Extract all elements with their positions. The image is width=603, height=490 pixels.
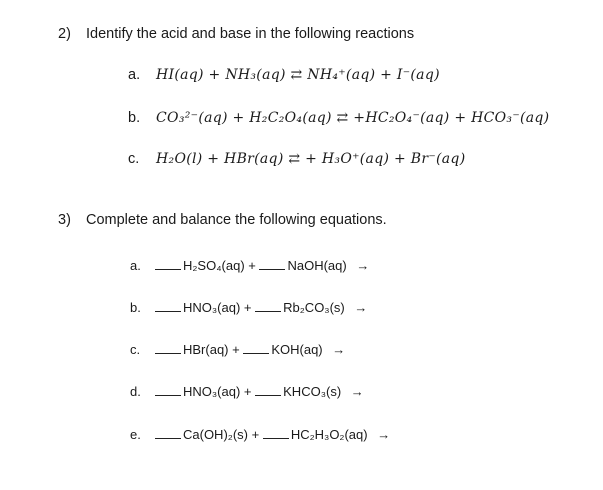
reactant-2: Rb₂CO₃(s) bbox=[283, 300, 345, 315]
reaction-arrow: → bbox=[350, 384, 364, 399]
question-3-heading bbox=[58, 212, 387, 228]
reactant-2: KOH(aq) bbox=[271, 342, 323, 357]
q2-reaction-c-equation: H₂O(l) + HBr(aq) ⇄ + H₃O⁺(aq) + Br⁻(aq) bbox=[156, 151, 466, 167]
reactant-2: HC₂H₃O₂(aq) bbox=[290, 427, 368, 442]
coefficient-blank[interactable] bbox=[259, 259, 285, 270]
question-2-title: Identify the acid and base in the following reactions bbox=[86, 26, 415, 42]
question-2-heading bbox=[58, 26, 414, 42]
q2-reaction-a-equation: HI(aq) + NH₃(aq) ⇄ NH₄⁺(aq) + I⁻(aq) bbox=[156, 67, 440, 83]
q3-equation-e-label: e. bbox=[130, 427, 141, 442]
question-3-number: 3) bbox=[58, 212, 71, 228]
coefficient-blank[interactable] bbox=[243, 343, 269, 354]
reactant-2: KHCO₃(s) bbox=[283, 384, 342, 399]
q3-equation-b-label: b. bbox=[130, 300, 141, 315]
question-2-number: 2) bbox=[58, 26, 71, 42]
q2-reaction-c bbox=[128, 151, 465, 167]
reactant-1: Ca(OH)₂(s) + bbox=[183, 427, 260, 442]
reactant-1: HNO₃(aq) + bbox=[183, 384, 252, 399]
q2-reaction-b bbox=[128, 110, 549, 126]
q3-equation-a-label: a. bbox=[130, 258, 141, 273]
coefficient-blank[interactable] bbox=[255, 385, 281, 396]
reaction-arrow: → bbox=[354, 300, 368, 315]
reaction-arrow: → bbox=[332, 342, 346, 357]
reactant-2: NaOH(aq) bbox=[287, 258, 347, 273]
coefficient-blank[interactable] bbox=[155, 385, 181, 396]
reactant-1: HBr(aq) + bbox=[183, 342, 240, 357]
q2-reaction-b-label: b. bbox=[128, 110, 141, 126]
coefficient-blank[interactable] bbox=[155, 259, 181, 270]
q2-reaction-a bbox=[128, 67, 440, 83]
coefficient-blank[interactable] bbox=[155, 301, 181, 312]
reactant-1: HNO₃(aq) + bbox=[183, 300, 252, 315]
reactant-1: H₂SO₄(aq) + bbox=[183, 258, 256, 273]
reaction-arrow: → bbox=[356, 258, 370, 273]
q2-reaction-c-label: c. bbox=[128, 151, 140, 167]
coefficient-blank[interactable] bbox=[155, 428, 181, 439]
coefficient-blank[interactable] bbox=[263, 428, 289, 439]
q2-reaction-a-label: a. bbox=[128, 67, 141, 83]
coefficient-blank[interactable] bbox=[255, 301, 281, 312]
question-3-title: Complete and balance the following equations. bbox=[86, 212, 387, 228]
reaction-arrow: → bbox=[377, 427, 391, 442]
q3-equation-c-label: c. bbox=[130, 342, 141, 357]
q3-equation-d-label: d. bbox=[130, 384, 141, 399]
coefficient-blank[interactable] bbox=[155, 343, 181, 354]
q2-reaction-b-equation: CO₃²⁻(aq) + H₂C₂O₄(aq) ⇄ +HC₂O₄⁻(aq) + HCO₃⁻(aq) bbox=[156, 110, 550, 126]
